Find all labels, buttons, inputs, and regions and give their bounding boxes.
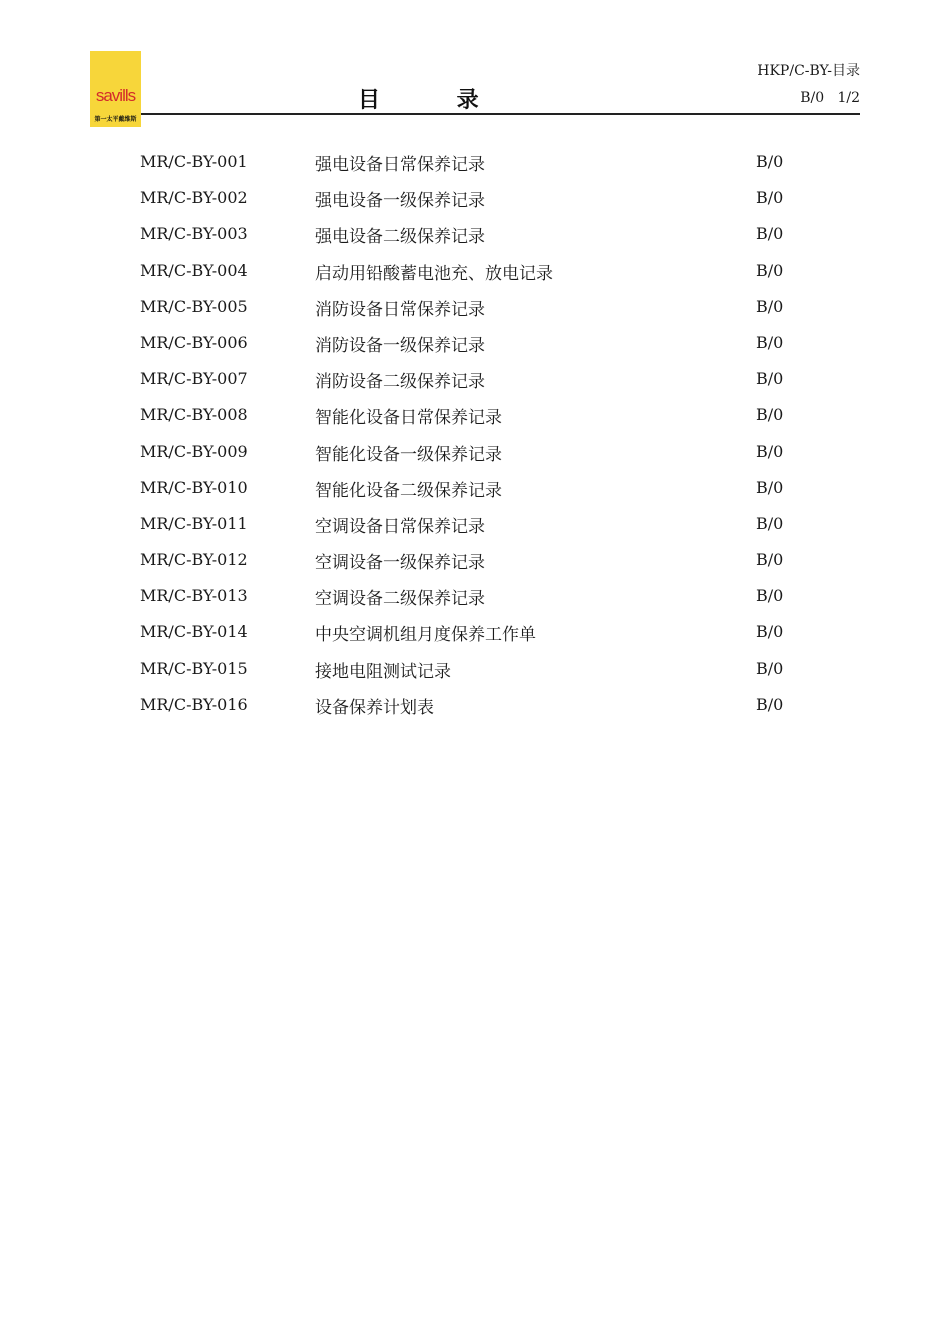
toc-revision: B/0	[756, 658, 784, 678]
toc-code: MR/C-BY-012	[140, 550, 248, 570]
toc-code: MR/C-BY-002	[140, 188, 248, 208]
savills-logo	[90, 51, 141, 127]
toc-row	[140, 293, 820, 329]
toc-name: 空调设备一级保养记录	[315, 553, 485, 574]
toc-name: 中央空调机组月度保养工作单	[315, 625, 536, 646]
toc-row	[140, 474, 820, 510]
toc-name: 智能化设备一级保养记录	[315, 444, 502, 465]
toc-name: 接地电阻测试记录	[315, 661, 451, 682]
toc-revision: B/0	[756, 369, 784, 389]
toc-revision: B/0	[756, 152, 784, 171]
logo-brand-text: savills	[95, 86, 136, 105]
toc-row	[140, 365, 820, 401]
toc-row	[140, 546, 820, 582]
toc-row	[140, 655, 820, 691]
toc-row	[140, 257, 820, 293]
toc-name: 强电设备一级保养记录	[315, 191, 485, 212]
toc-code: MR/C-BY-014	[140, 622, 248, 642]
toc-name: 消防设备二级保养记录	[315, 372, 485, 393]
toc-revision: B/0	[756, 550, 784, 570]
toc-row	[140, 618, 820, 654]
toc-code: MR/C-BY-010	[140, 477, 248, 497]
toc-row	[140, 184, 820, 220]
logo-subtitle-text: 第一太平戴维斯	[94, 116, 137, 123]
page-title: 目 录	[358, 88, 479, 113]
toc-row	[140, 329, 820, 365]
toc-row	[140, 510, 820, 546]
toc-revision: B/0	[756, 224, 784, 244]
toc-code: MR/C-BY-011	[140, 513, 248, 533]
toc-name: 强电设备日常保养记录	[315, 155, 485, 175]
toc-revision: B/0	[756, 477, 784, 497]
toc-row	[140, 401, 820, 437]
table-of-contents	[140, 148, 820, 727]
toc-row	[140, 582, 820, 618]
toc-row	[140, 691, 820, 727]
revision-page-number: B/0 1/2	[800, 90, 860, 106]
toc-code: MR/C-BY-015	[140, 658, 248, 678]
toc-revision: B/0	[756, 405, 784, 425]
toc-revision: B/0	[756, 188, 784, 208]
toc-revision: B/0	[756, 260, 784, 280]
toc-row	[140, 148, 820, 184]
toc-row	[140, 438, 820, 474]
toc-name: 空调设备日常保养记录	[315, 516, 485, 537]
toc-revision: B/0	[756, 441, 784, 461]
toc-code: MR/C-BY-004	[140, 260, 248, 280]
toc-revision: B/0	[756, 513, 784, 533]
toc-code: MR/C-BY-009	[140, 441, 248, 461]
toc-name: 空调设备二级保养记录	[315, 589, 485, 610]
toc-row	[140, 220, 820, 256]
toc-name: 消防设备日常保养记录	[315, 299, 485, 320]
header-divider	[141, 113, 860, 115]
toc-name: 智能化设备二级保养记录	[315, 480, 502, 501]
toc-revision: B/0	[756, 586, 784, 606]
toc-code: MR/C-BY-008	[140, 405, 248, 425]
toc-revision: B/0	[756, 332, 784, 352]
toc-code: MR/C-BY-003	[140, 224, 248, 244]
toc-name: 强电设备二级保养记录	[315, 227, 485, 248]
toc-code: MR/C-BY-007	[140, 369, 248, 389]
toc-name: 启动用铅酸蓄电池充、放电记录	[315, 263, 553, 284]
toc-name: 设备保养计划表	[315, 697, 434, 718]
toc-revision: B/0	[756, 622, 784, 642]
toc-code: MR/C-BY-006	[140, 332, 248, 352]
toc-name: 消防设备一级保养记录	[315, 335, 485, 356]
toc-code: MR/C-BY-013	[140, 586, 248, 606]
toc-code: MR/C-BY-016	[140, 694, 248, 714]
toc-code: MR/C-BY-001	[140, 152, 248, 171]
toc-name: 智能化设备日常保养记录	[315, 408, 502, 429]
document-code: HKP/C-BY-目录	[757, 63, 860, 79]
toc-code: MR/C-BY-005	[140, 296, 248, 316]
toc-revision: B/0	[756, 694, 784, 714]
toc-revision: B/0	[756, 296, 784, 316]
